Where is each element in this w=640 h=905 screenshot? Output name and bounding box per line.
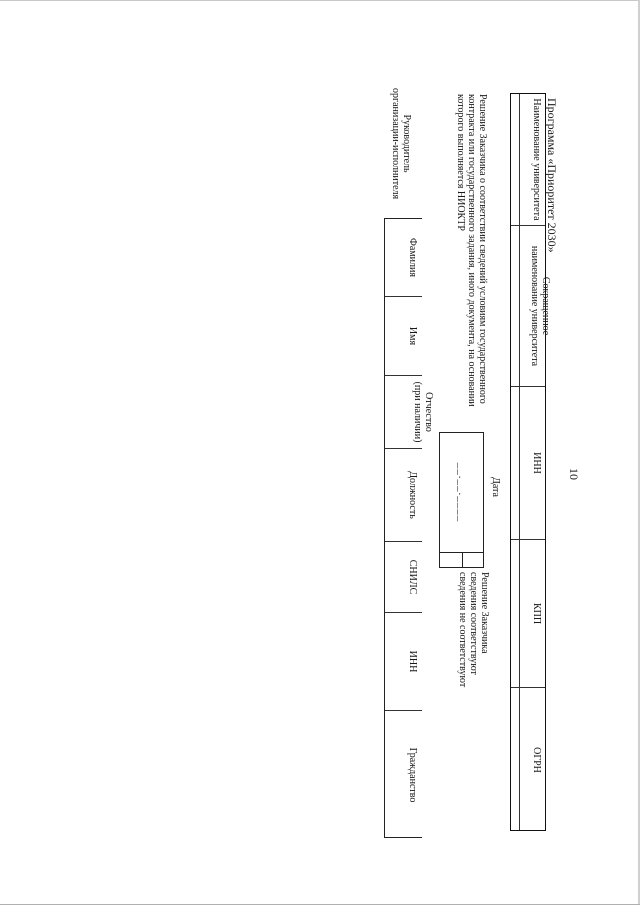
column-header: СНИЛС — [407, 559, 418, 595]
decision-statement — [455, 94, 488, 407]
column-header: Отчество — [423, 392, 434, 432]
column-header: Должность — [407, 471, 418, 519]
date-value: __.__.____ — [456, 462, 468, 523]
table-row-divider — [519, 94, 520, 830]
ogrn-column — [511, 687, 545, 832]
column-header: Наименование университета — [531, 98, 542, 221]
head-label-line: организации-исполнителя — [390, 88, 401, 200]
patronymic-column — [385, 375, 434, 448]
citizenship-column — [385, 710, 422, 839]
first-name-column — [385, 296, 422, 375]
page-number: 10 — [567, 468, 581, 480]
match-checkbox[interactable] — [462, 553, 484, 568]
position-column — [385, 448, 422, 541]
column-header: Имя — [407, 326, 418, 346]
column-header: (при наличии) — [412, 381, 423, 443]
document-title: Программа «Приоритет 2030» — [545, 98, 559, 253]
date-field[interactable] — [439, 432, 484, 553]
snils-column — [385, 541, 422, 612]
column-header: Гражданство — [407, 747, 418, 803]
customer-decision-options — [457, 572, 490, 687]
column-header: ИНН — [531, 452, 542, 474]
column-header: Сокращенное — [540, 276, 551, 336]
surname-column — [385, 219, 422, 296]
option-match-label: сведения соответствуют — [468, 572, 479, 675]
short-name-column — [511, 225, 551, 386]
head-table — [384, 218, 434, 838]
decision-line: контракта или государственного задания, иного документа, на основании — [466, 94, 477, 407]
mismatch-checkbox[interactable] — [439, 553, 462, 568]
column-header: КПП — [531, 602, 542, 625]
option-mismatch-label: сведения не соответствуют — [457, 572, 468, 688]
head-label-line: Руководитель — [401, 114, 412, 173]
column-header: Фамилия — [407, 238, 418, 277]
decision-line: которого выполняется НИОКТР — [455, 94, 466, 231]
university-table — [510, 93, 551, 831]
inn-column — [511, 386, 545, 539]
head-inn-column — [385, 612, 422, 710]
head-label — [390, 88, 412, 199]
customer-decision-label: Решение Заказчика — [479, 572, 490, 654]
decision-line: Решение Заказчика о соответствии сведений условиям государственного — [477, 94, 488, 404]
column-header: наименование университета — [529, 245, 540, 367]
kpp-column — [511, 539, 545, 687]
university-name-column — [511, 94, 545, 225]
date-label: Дата — [490, 477, 501, 497]
column-header: ОГРН — [531, 747, 542, 773]
column-header: ИНН — [407, 650, 418, 673]
